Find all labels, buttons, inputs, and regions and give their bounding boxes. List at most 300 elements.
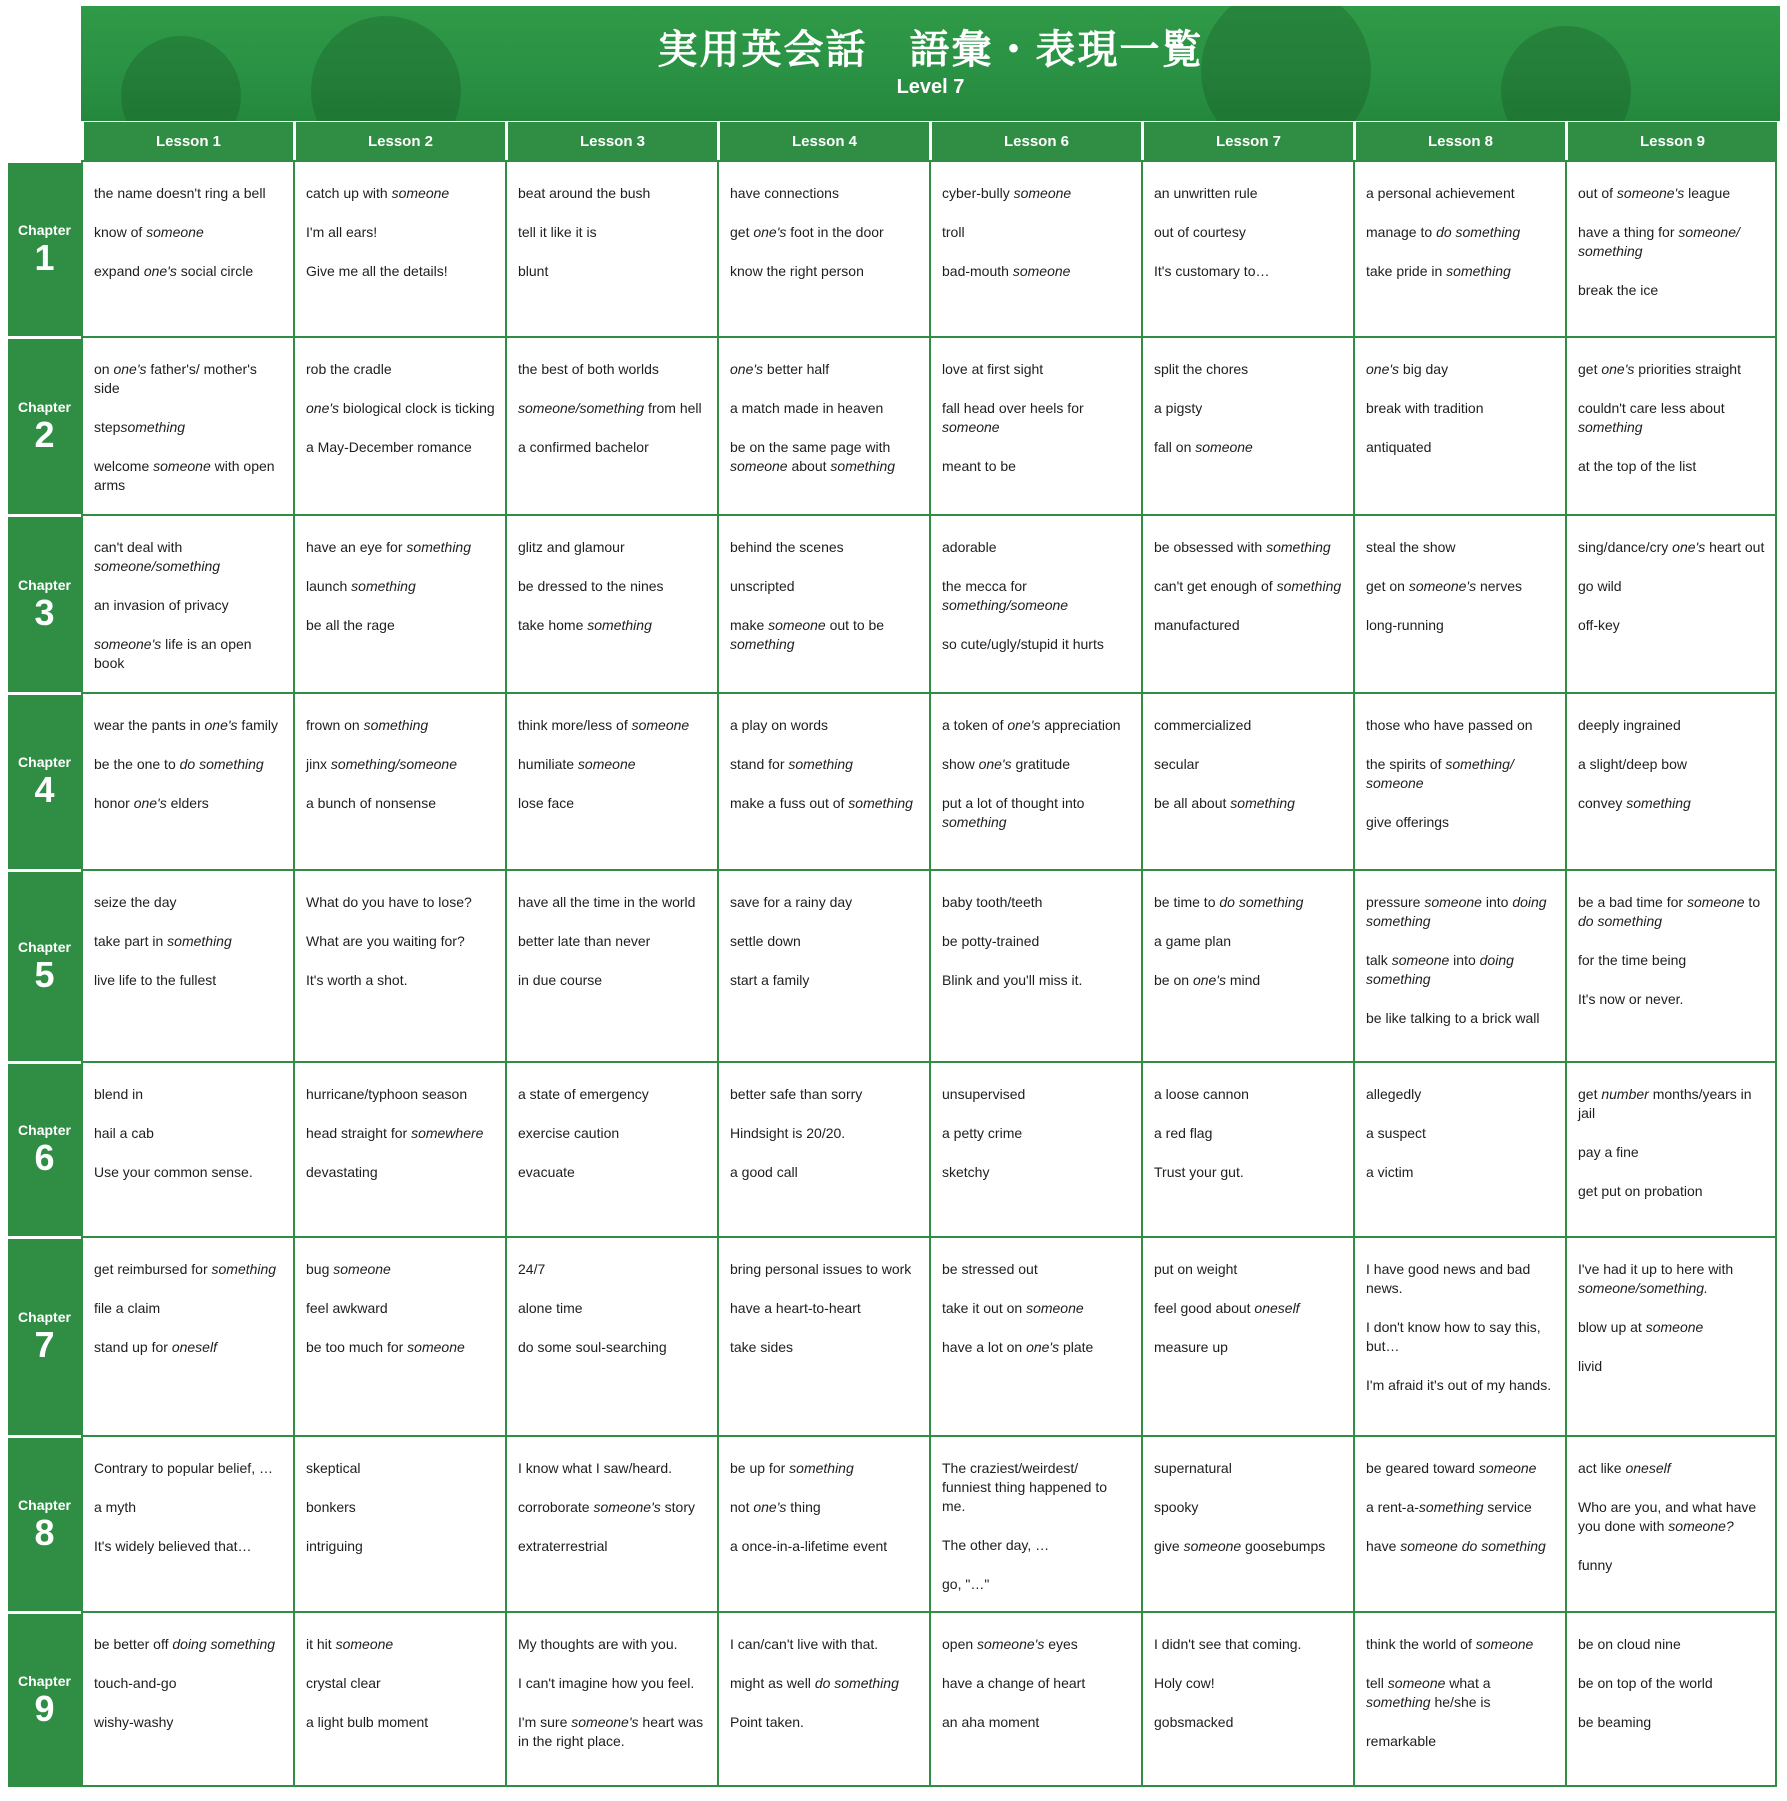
phrase-item: be up for something [730, 1460, 854, 1476]
table-cell [505, 1236, 717, 1435]
phrase-item: extraterrestrial [518, 1538, 608, 1554]
table-cell [717, 1435, 929, 1611]
phrase-item: show one's gratitude [942, 756, 1070, 772]
phrase-item: have a thing for someone/ something [1578, 224, 1740, 259]
phrase-item: glitz and glamour [518, 539, 625, 555]
phrase-item: a rent-a-something service [1366, 1499, 1532, 1515]
phrase-item: an invasion of privacy [94, 597, 229, 613]
phrase-item: a victim [1366, 1164, 1414, 1180]
phrase-item: someone/something from hell [518, 400, 702, 416]
phrase-item: Point taken. [730, 1714, 804, 1730]
table-cell [505, 692, 717, 869]
table-cell [1141, 869, 1353, 1061]
phrase-item: measure up [1154, 1339, 1228, 1355]
phrase-item: blunt [518, 263, 549, 279]
phrase-item: convey something [1578, 795, 1691, 811]
lesson-header: Lesson 2 [293, 122, 505, 160]
lesson-header: Lesson 6 [929, 122, 1141, 160]
phrase-item: start a family [730, 972, 810, 988]
phrase-item: crystal clear [306, 1675, 381, 1691]
table-cell [1353, 869, 1565, 1061]
phrase-item: adorable [942, 539, 997, 555]
phrase-item: It's worth a shot. [306, 972, 408, 988]
phrase-item: humiliate someone [518, 756, 636, 772]
phrase-item: be beaming [1578, 1714, 1652, 1730]
phrase-item: take home something [518, 617, 652, 633]
phrase-item: I have good news and bad news. [1366, 1261, 1531, 1296]
phrase-item: give offerings [1366, 814, 1450, 830]
phrase-item: What do you have to lose? [306, 894, 472, 910]
phrase-item: Give me all the details! [306, 263, 448, 279]
chapter-number: 9 [34, 1687, 55, 1729]
phrase-item: It's customary to… [1154, 263, 1270, 279]
phrase-item: get one's priorities straight [1578, 361, 1741, 377]
phrase-item: hail a cab [94, 1125, 154, 1141]
phrase-item: catch up with someone [306, 185, 450, 201]
phrase-item: hurricane/typhoon season [306, 1086, 468, 1102]
phrase-item: stand for something [730, 756, 853, 772]
table-cell [717, 692, 929, 869]
phrase-item: a red flag [1154, 1125, 1213, 1141]
phrase-item: a game plan [1154, 933, 1232, 949]
table-cell [505, 1061, 717, 1236]
chapter-number: 7 [34, 1324, 55, 1365]
phrase-item: pay a fine [1578, 1144, 1639, 1160]
phrase-item: a confirmed bachelor [518, 439, 649, 455]
phrase-item: a May-December romance [306, 439, 472, 455]
phrase-item: be better off doing something [94, 1636, 276, 1652]
phrase-item: lose face [518, 795, 575, 811]
phrase-item: talk someone into doing something [1366, 952, 1514, 987]
phrase-item: What are you waiting for? [306, 933, 465, 949]
table-cell [505, 1435, 717, 1611]
table-cell [81, 514, 293, 692]
phrase-item: might as well do something [730, 1675, 899, 1691]
phrase-item: sketchy [942, 1164, 990, 1180]
phrase-item: a once-in-a-lifetime event [730, 1538, 888, 1554]
table-cell [505, 336, 717, 514]
phrase-item: I'm sure someone's heart was in the right place. [518, 1714, 704, 1749]
phrase-item: one's big day [1366, 361, 1449, 377]
table-cell [81, 1061, 293, 1236]
table-cell [929, 1611, 1141, 1787]
phrase-item: give someone goosebumps [1154, 1538, 1326, 1554]
phrase-item: on one's father's/ mother's side [94, 361, 257, 396]
phrase-item: It's widely believed that… [94, 1538, 252, 1554]
phrase-item: a token of one's appreciation [942, 717, 1121, 733]
table-cell [505, 160, 717, 336]
phrase-item: feel good about oneself [1154, 1300, 1300, 1316]
phrase-item: manage to do something [1366, 224, 1521, 240]
lesson-header: Lesson 1 [81, 122, 293, 160]
table-cell [1565, 692, 1777, 869]
phrase-item: honor one's elders [94, 795, 209, 811]
phrase-item: beat around the bush [518, 185, 651, 201]
phrase-item: jinx something/someone [306, 756, 457, 772]
phrase-item: a good call [730, 1164, 798, 1180]
phrase-item: it hit someone [306, 1636, 394, 1652]
phrase-item: supernatural [1154, 1460, 1232, 1476]
table-cell [81, 1611, 293, 1787]
phrase-item: blow up at someone [1578, 1319, 1704, 1335]
phrase-item: out of someone's league [1578, 185, 1731, 201]
phrase-item: allegedly [1366, 1086, 1422, 1102]
chapter-header [8, 1236, 81, 1435]
phrase-item: Hindsight is 20/20. [730, 1125, 846, 1141]
phrase-item: the name doesn't ring a bell [94, 185, 266, 201]
phrase-item: a state of emergency [518, 1086, 649, 1102]
phrase-item: act like oneself [1578, 1460, 1671, 1476]
phrase-item: out of courtesy [1154, 224, 1246, 240]
table-cell [717, 1236, 929, 1435]
phrase-item: frown on something [306, 717, 429, 733]
phrase-item: fall head over heels for someone [942, 400, 1084, 435]
phrase-item: cyber-bully someone [942, 185, 1072, 201]
chapter-header [8, 1611, 81, 1787]
phrase-item: think more/less of someone [518, 717, 690, 733]
table-cell [929, 869, 1141, 1061]
phrase-item: get number months/years in jail [1578, 1086, 1752, 1121]
table-cell [293, 869, 505, 1061]
phrase-item: take it out on someone [942, 1300, 1084, 1316]
table-cell [929, 160, 1141, 336]
phrase-item: sing/dance/cry one's heart out [1578, 539, 1765, 555]
chapter-label: Chapter [18, 576, 71, 593]
phrase-item: 24/7 [518, 1261, 546, 1277]
phrase-item: be geared toward someone [1366, 1460, 1537, 1476]
phrase-item: feel awkward [306, 1300, 388, 1316]
phrase-item: be on the same page with someone about something [730, 439, 896, 474]
table-cell [717, 869, 929, 1061]
phrase-item: The craziest/weirdest/ funniest thing happened to me. [942, 1460, 1108, 1514]
phrase-item: steal the show [1366, 539, 1456, 555]
phrase-item: troll [942, 224, 965, 240]
table-corner [8, 122, 81, 160]
table-cell [293, 160, 505, 336]
phrase-item: a light bulb moment [306, 1714, 429, 1730]
phrase-item: intriguing [306, 1538, 363, 1554]
phrase-item: break with tradition [1366, 400, 1484, 416]
phrase-item: alone time [518, 1300, 583, 1316]
phrase-item: have a heart-to-heart [730, 1300, 861, 1316]
chapter-label: Chapter [18, 938, 71, 955]
phrase-item: put on weight [1154, 1261, 1238, 1277]
phrase-item: remarkable [1366, 1733, 1437, 1749]
chapter-number: 5 [34, 953, 55, 995]
chapter-header [8, 514, 81, 692]
phrase-item: have connections [730, 185, 839, 201]
phrase-item: launch something [306, 578, 416, 594]
chapter-number: 1 [34, 236, 55, 278]
table-cell [1565, 160, 1777, 336]
phrase-item: split the chores [1154, 361, 1249, 377]
table-cell [1565, 1435, 1777, 1611]
phrase-item: devastating [306, 1164, 378, 1180]
phrase-item: be like talking to a brick wall [1366, 1010, 1540, 1026]
table-cell [1353, 692, 1565, 869]
phrase-item: go wild [1578, 578, 1622, 594]
table-cell [81, 869, 293, 1061]
phrase-item: It's now or never. [1578, 991, 1684, 1007]
phrase-item: one's better half [730, 361, 830, 377]
lesson-header: Lesson 7 [1141, 122, 1353, 160]
table-cell [1565, 1061, 1777, 1236]
phrase-item: make someone out to be something [730, 617, 885, 652]
phrase-item: think the world of someone [1366, 1636, 1534, 1652]
chapter-label: Chapter [18, 1496, 71, 1513]
phrase-item: bonkers [306, 1499, 356, 1515]
phrase-item: Who are you, and what have you done with someone? [1578, 1499, 1757, 1534]
phrase-item: tell it like it is [518, 224, 597, 240]
table-cell [717, 160, 929, 336]
table-cell [929, 1236, 1141, 1435]
phrase-item: a myth [94, 1499, 137, 1515]
phrase-item: the best of both worlds [518, 361, 659, 377]
phrase-item: bug someone [306, 1261, 391, 1277]
phrase-item: live life to the fullest [94, 972, 217, 988]
table-cell [717, 514, 929, 692]
phrase-item: exercise caution [518, 1125, 620, 1141]
chapter-number: 8 [34, 1511, 55, 1553]
level-subtitle: Level 7 [896, 76, 965, 98]
table-cell [293, 1611, 505, 1787]
phrase-item: antiquated [1366, 439, 1432, 455]
page-title: 実用英会話 語彙・表現一覧 [657, 27, 1204, 73]
chapter-label: Chapter [18, 1309, 71, 1325]
phrase-item: couldn't care less about something [1578, 400, 1725, 435]
phrase-item: know the right person [730, 263, 864, 279]
phrase-item: save for a rainy day [730, 894, 853, 910]
phrase-item: I'm afraid it's out of my hands. [1366, 1377, 1552, 1393]
phrase-item: an unwritten rule [1154, 185, 1258, 201]
chapter-header [8, 692, 81, 869]
phrase-item: be obsessed with something [1154, 539, 1331, 555]
chapter-label: Chapter [18, 1672, 71, 1689]
phrase-item: I'm all ears! [306, 224, 378, 240]
phrase-item: rob the cradle [306, 361, 392, 377]
phrase-item: livid [1578, 1358, 1603, 1374]
phrase-item: be on one's mind [1154, 972, 1261, 988]
chapter-header [8, 1061, 81, 1236]
phrase-item: touch-and-go [94, 1675, 177, 1691]
phrase-item: open someone's eyes [942, 1636, 1078, 1652]
table-cell [1565, 869, 1777, 1061]
phrase-item: corroborate someone's story [518, 1499, 695, 1515]
phrase-item: not one's thing [730, 1499, 821, 1515]
phrase-item: a slight/deep bow [1578, 756, 1687, 772]
phrase-item: evacuate [518, 1164, 575, 1180]
table-cell [717, 1611, 929, 1787]
table-cell [1141, 692, 1353, 869]
table-cell [1353, 514, 1565, 692]
phrase-item: stepsomething [94, 419, 186, 435]
phrase-item: those who have passed on [1366, 717, 1533, 733]
phrase-item: funny [1578, 1557, 1613, 1573]
phrase-item: I didn't see that coming. [1154, 1636, 1302, 1652]
phrase-item: meant to be [942, 458, 1016, 474]
phrase-item: a play on words [730, 717, 829, 733]
phrase-item: blend in [94, 1086, 144, 1102]
phrase-item: off-key [1578, 617, 1620, 633]
table-cell [717, 1061, 929, 1236]
chapter-label: Chapter [18, 398, 71, 415]
phrase-item: bring personal issues to work [730, 1261, 912, 1277]
phrase-item: get reimbursed for something [94, 1261, 277, 1277]
phrase-item: bad-mouth someone [942, 263, 1071, 279]
chapter-label: Chapter [18, 221, 71, 238]
phrase-item: have a lot on one's plate [942, 1339, 1094, 1355]
table-cell [505, 1611, 717, 1787]
phrase-item: Holy cow! [1154, 1675, 1215, 1691]
phrase-item: know of someone [94, 224, 204, 240]
phrase-item: be stressed out [942, 1261, 1038, 1277]
phrase-item: be all about something [1154, 795, 1295, 811]
chapter-label: Chapter [18, 754, 71, 770]
table-cell [1141, 1435, 1353, 1611]
phrase-item: better late than never [518, 933, 651, 949]
table-cell [1353, 1611, 1565, 1787]
table-cell [81, 336, 293, 514]
phrase-item: deeply ingrained [1578, 717, 1681, 733]
chapter-label: Chapter [18, 1122, 71, 1138]
phrase-item: a personal achievement [1366, 185, 1515, 201]
phrase-item: wishy-washy [94, 1714, 174, 1730]
phrase-item: at the top of the list [1578, 458, 1697, 474]
chapter-header [8, 1435, 81, 1611]
phrase-item: stand up for oneself [94, 1339, 217, 1355]
phrase-item: a bunch of nonsense [306, 795, 436, 811]
phrase-item: fall on someone [1154, 439, 1253, 455]
phrase-item: an aha moment [942, 1714, 1040, 1730]
phrase-item: head straight for somewhere [306, 1125, 484, 1141]
chapter-header [8, 869, 81, 1061]
phrase-item: gobsmacked [1154, 1714, 1234, 1730]
phrase-item: can't get enough of something [1154, 578, 1342, 594]
phrase-item: be the one to do something [94, 756, 264, 772]
table-cell [1353, 1061, 1565, 1236]
phrase-item: have all the time in the world [518, 894, 696, 910]
phrase-item: can't deal with someone/something [94, 539, 221, 574]
table-cell [1565, 1611, 1777, 1787]
phrase-item: Blink and you'll miss it. [942, 972, 1083, 988]
table-cell [1565, 1236, 1777, 1435]
phrase-item: manufactured [1154, 617, 1240, 633]
phrase-item: file a claim [94, 1300, 161, 1316]
phrase-item: take part in something [94, 933, 232, 949]
table-cell [293, 336, 505, 514]
phrase-item: the spirits of something/ someone [1366, 756, 1514, 791]
phrase-item: have a change of heart [942, 1675, 1086, 1691]
chapter-number: 3 [34, 591, 55, 633]
phrase-item: do some soul-searching [518, 1339, 667, 1355]
chapter-header [8, 160, 81, 336]
phrase-item: go, "…" [942, 1576, 990, 1592]
table-cell [1565, 514, 1777, 692]
phrase-item: have an eye for something [306, 539, 471, 555]
phrase-item: welcome someone with open arms [94, 458, 275, 493]
phrase-item: get one's foot in the door [730, 224, 884, 240]
phrase-item: a match made in heaven [730, 400, 884, 416]
table-cell [929, 1435, 1141, 1611]
phrase-item: The other day, … [942, 1537, 1050, 1553]
phrase-item: wear the pants in one's family [94, 717, 278, 733]
table-cell [293, 514, 505, 692]
lesson-header: Lesson 4 [717, 122, 929, 160]
table-cell [293, 692, 505, 869]
phrase-item: so cute/ugly/stupid it hurts [942, 636, 1104, 652]
phrase-item: break the ice [1578, 282, 1659, 298]
phrase-item: get on someone's nerves [1366, 578, 1523, 594]
table-cell [81, 1435, 293, 1611]
phrase-item: spooky [1154, 1499, 1199, 1515]
phrase-item: commercialized [1154, 717, 1252, 733]
table-cell [1141, 160, 1353, 336]
phrase-item: a petty crime [942, 1125, 1023, 1141]
phrase-item: for the time being [1578, 952, 1687, 968]
chapter-number: 6 [34, 1137, 55, 1178]
phrase-item: seize the day [94, 894, 177, 910]
phrase-item: pressure someone into doing something [1366, 894, 1547, 929]
phrase-item: Trust your gut. [1154, 1164, 1244, 1180]
phrase-item: secular [1154, 756, 1200, 772]
table-cell [293, 1061, 505, 1236]
phrase-item: a loose cannon [1154, 1086, 1249, 1102]
table-cell [505, 514, 717, 692]
table-cell [717, 336, 929, 514]
table-cell [81, 160, 293, 336]
table-cell [929, 514, 1141, 692]
phrase-item: be too much for someone [306, 1339, 465, 1355]
phrase-item: be on cloud nine [1578, 1636, 1681, 1652]
table-cell [1141, 1236, 1353, 1435]
phrase-item: expand one's social circle [94, 263, 254, 279]
phrase-item: unsupervised [942, 1086, 1026, 1102]
table-cell [81, 692, 293, 869]
phrase-item: behind the scenes [730, 539, 844, 555]
table-cell [293, 1435, 505, 1611]
table-cell [929, 692, 1141, 869]
chapter-number: 4 [34, 769, 55, 810]
phrase-item: someone's life is an open book [94, 636, 252, 671]
phrase-item: tell someone what a something he/she is [1366, 1675, 1491, 1710]
table-cell [1353, 1435, 1565, 1611]
phrase-item: be on top of the world [1578, 1675, 1713, 1691]
phrase-item: Contrary to popular belief, … [94, 1460, 273, 1476]
table-cell [1565, 336, 1777, 514]
phrase-item: have someone do something [1366, 1538, 1546, 1554]
phrase-item: I've had it up to here with someone/something. [1578, 1261, 1734, 1296]
phrase-item: I can/can't live with that. [730, 1636, 879, 1652]
phrase-item: get put on probation [1578, 1183, 1703, 1199]
chapter-header [8, 336, 81, 514]
phrase-item: baby tooth/teeth [942, 894, 1043, 910]
phrase-item: take pride in something [1366, 263, 1511, 279]
phrase-item: a suspect [1366, 1125, 1426, 1141]
phrase-item: put a lot of thought into something [942, 795, 1085, 830]
table-cell [1353, 160, 1565, 336]
phrase-item: long-running [1366, 617, 1444, 633]
phrase-item: better safe than sorry [730, 1086, 863, 1102]
phrase-item: be potty-trained [942, 933, 1040, 949]
phrase-item: be time to do something [1154, 894, 1304, 910]
phrase-item: love at first sight [942, 361, 1044, 377]
table-cell [1353, 1236, 1565, 1435]
phrase-item: skeptical [306, 1460, 361, 1476]
table-cell [293, 1236, 505, 1435]
phrase-item: a pigsty [1154, 400, 1203, 416]
phrase-item: I know what I saw/heard. [518, 1460, 673, 1476]
phrase-item: be a bad time for someone to do something [1578, 894, 1761, 929]
